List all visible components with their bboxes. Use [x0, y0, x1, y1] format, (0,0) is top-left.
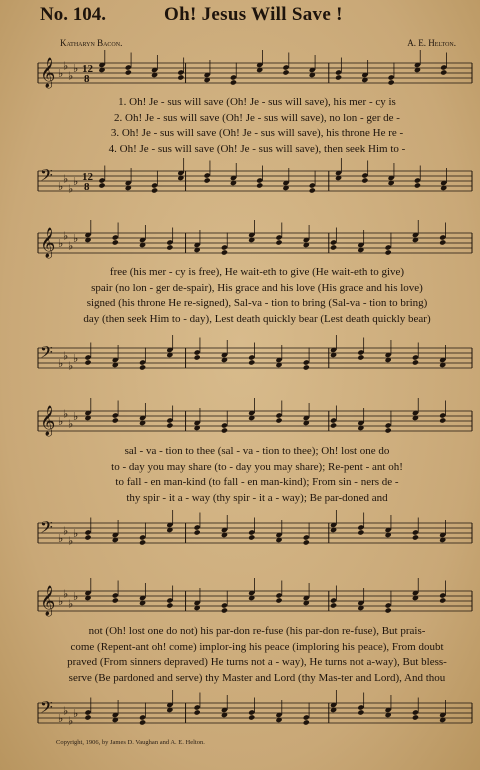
hymn-number: No. 104.: [40, 4, 106, 25]
lyric-line: to fall - en man-kind (to fall - en man-kind); From sin - ners de -: [115, 476, 399, 488]
lyric-line: 1. Oh! Je - sus will save (Oh! Je - sus will save), his mer - cy is: [118, 96, 396, 108]
note-head: [221, 427, 228, 433]
flat-icon: ♭: [63, 408, 69, 421]
note-head: [248, 534, 255, 540]
note-head: [194, 354, 201, 360]
flat-icon: ♭: [73, 528, 79, 540]
treble-clef-icon: 𝄞: [40, 228, 56, 257]
flat-icon: ♭: [58, 416, 64, 428]
flat-icon: ♭: [58, 533, 64, 545]
flat-icon: ♭: [68, 715, 74, 728]
treble-staff-4: [0, 583, 480, 623]
flat-icon: ♭: [63, 173, 69, 186]
note-head: [139, 539, 146, 545]
lyric-line: 2. Oh! Je - sus will save (Oh! Je - sus will save), no lon - ger de -: [114, 111, 400, 124]
lyric-line: sal - va - tion to thee (sal - va - tion to thee); Oh! lost one do: [124, 445, 390, 457]
flat-icon: ♭: [73, 176, 79, 188]
flat-icon: ♭: [73, 411, 79, 423]
note-head: [357, 529, 364, 535]
note-head: [230, 79, 237, 85]
flat-icon: ♭: [73, 63, 79, 75]
flat-icon: ♭: [58, 181, 64, 193]
lyric-line: to - day you may share (to - day you may share); Re-pent - ant oh!: [111, 460, 403, 473]
note-head: [151, 187, 158, 193]
treble-staff-3: [0, 403, 480, 443]
flat-icon: ♭: [68, 70, 74, 83]
time-signature-bottom: 8: [84, 73, 90, 85]
bass-staff-4: [0, 695, 480, 735]
note-head: [440, 69, 447, 75]
copyright-notice: Copyright, 1906, by James D. Vaughan and A. E. Helton.: [56, 739, 205, 746]
note-head: [112, 239, 119, 245]
note-head: [84, 359, 91, 365]
flat-icon: ♭: [73, 591, 79, 603]
note-head: [112, 597, 119, 603]
lyric-line: free (his mer - cy is free), He wait-eth to give (He wait-eth to give): [109, 266, 405, 278]
note-head: [361, 177, 368, 183]
note-head: [139, 719, 146, 725]
flat-icon: ♭: [73, 708, 79, 720]
flat-icon: ♭: [58, 358, 64, 370]
flat-icon: ♭: [58, 713, 64, 725]
note-head: [439, 239, 446, 245]
note-head: [412, 359, 419, 365]
note-head: [330, 422, 337, 428]
note-head: [248, 714, 255, 720]
note-head: [98, 182, 105, 188]
note-head: [125, 69, 132, 75]
note-head: [330, 602, 337, 608]
flat-icon: ♭: [68, 598, 74, 611]
composer-credit: A. E. Helton.: [407, 38, 456, 48]
flat-icon: ♭: [68, 535, 74, 548]
credits-line: [60, 38, 456, 52]
note-head: [248, 359, 255, 365]
lyric-line: praved (From sinners depraved) He turns not a - way), He turns not a-way), But bless-: [67, 656, 447, 668]
lyrics-block-3: [40, 444, 474, 506]
lyric-line: 4. Oh! Je - sus will save (Oh! Je - sus will save), then seek Him to -: [108, 142, 406, 155]
flat-icon: ♭: [63, 350, 69, 363]
treble-clef-icon: 𝄞: [40, 406, 56, 435]
note-head: [439, 417, 446, 423]
note-head: [84, 714, 91, 720]
note-head: [385, 607, 392, 613]
note-head: [221, 607, 228, 613]
lyric-line: spair (no lon - ger de-spair), His grace and his love (His grace and his love): [91, 281, 423, 294]
note-head: [84, 534, 91, 540]
flat-icon: ♭: [63, 230, 69, 243]
note-head: [388, 79, 395, 85]
lyric-line: not (Oh! lost one do not) his par-don re-fuse (his par-don re-fuse), But prais-: [88, 625, 426, 637]
note-head: [275, 597, 282, 603]
note-head: [166, 422, 173, 428]
bass-clef-icon: 𝄢: [40, 344, 53, 366]
bass-staff-2: [0, 340, 480, 380]
lyricist-credit: Katharyn Bacon.: [60, 38, 123, 48]
note-head: [166, 602, 173, 608]
flat-icon: ♭: [58, 68, 64, 80]
flat-icon: ♭: [68, 360, 74, 373]
note-head: [412, 534, 419, 540]
time-signature-top: 12: [82, 63, 93, 75]
lyrics-block-1: [40, 95, 474, 157]
note-head: [385, 249, 392, 255]
note-head: [335, 74, 342, 80]
treble-staff-2: [0, 225, 480, 265]
lyric-line: come (Repent-ant oh! come) implor-ing his peace (imploring his peace), From doubt: [70, 640, 444, 653]
bass-clef-icon: 𝄢: [40, 519, 53, 541]
note-head: [439, 597, 446, 603]
flat-icon: ♭: [63, 525, 69, 538]
treble-staff-1: [0, 55, 480, 95]
note-head: [139, 364, 146, 370]
note-head: [385, 427, 392, 433]
flat-icon: ♭: [63, 588, 69, 601]
treble-clef-icon: 𝄞: [40, 586, 56, 615]
flat-icon: ♭: [58, 596, 64, 608]
note-head: [112, 417, 119, 423]
note-head: [282, 69, 289, 75]
hymn-title: Oh! Jesus Will Save !: [164, 4, 343, 25]
note-head: [204, 177, 211, 183]
lyric-line: day (then seek Him to - day), Lest death quickly bear (Lest death quickly bear): [83, 312, 431, 325]
note-head: [309, 187, 316, 193]
note-head: [177, 74, 184, 80]
lyric-line: signed (his throne He re-signed), Sal-va - tion to bring (Sal-va - tion to bring): [86, 297, 428, 309]
bass-staff-1: [0, 163, 480, 203]
note-head: [275, 239, 282, 245]
hymn-header: [40, 4, 460, 34]
note-head: [256, 182, 263, 188]
note-head: [166, 244, 173, 250]
bass-staff-3: [0, 515, 480, 555]
treble-clef-icon: 𝄞: [40, 58, 56, 87]
note-head: [414, 182, 421, 188]
note-head: [357, 354, 364, 360]
note-head: [412, 714, 419, 720]
note-head: [357, 709, 364, 715]
flat-icon: ♭: [73, 233, 79, 245]
flat-icon: ♭: [63, 705, 69, 718]
bass-clef-icon: 𝄢: [40, 167, 53, 189]
note-head: [303, 719, 310, 725]
note-head: [221, 249, 228, 255]
note-head: [303, 539, 310, 545]
lyrics-block-4: [40, 624, 474, 686]
note-head: [194, 709, 201, 715]
note-head: [330, 244, 337, 250]
flat-icon: ♭: [73, 353, 79, 365]
time-signature-top: 12: [82, 171, 93, 183]
bass-clef-icon: 𝄢: [40, 699, 53, 721]
lyric-line: 3. Oh! Je - sus will save (Oh! Je - sus will save), his throne He re -: [110, 127, 404, 139]
note-head: [194, 529, 201, 535]
time-signature-bottom: 8: [84, 181, 90, 193]
flat-icon: ♭: [63, 60, 69, 73]
flat-icon: ♭: [68, 183, 74, 196]
flat-icon: ♭: [68, 240, 74, 253]
note-head: [303, 364, 310, 370]
lyric-line: serve (Be pardoned and serve) thy Master and Lord (thy Mas-ter and Lord), And thou: [68, 671, 446, 684]
flat-icon: ♭: [58, 238, 64, 250]
note-head: [275, 417, 282, 423]
lyric-line: thy spir - it a - way (thy spir - it a - way); Be par-doned and: [126, 491, 388, 504]
flat-icon: ♭: [68, 418, 74, 431]
lyrics-block-2: [40, 265, 474, 327]
